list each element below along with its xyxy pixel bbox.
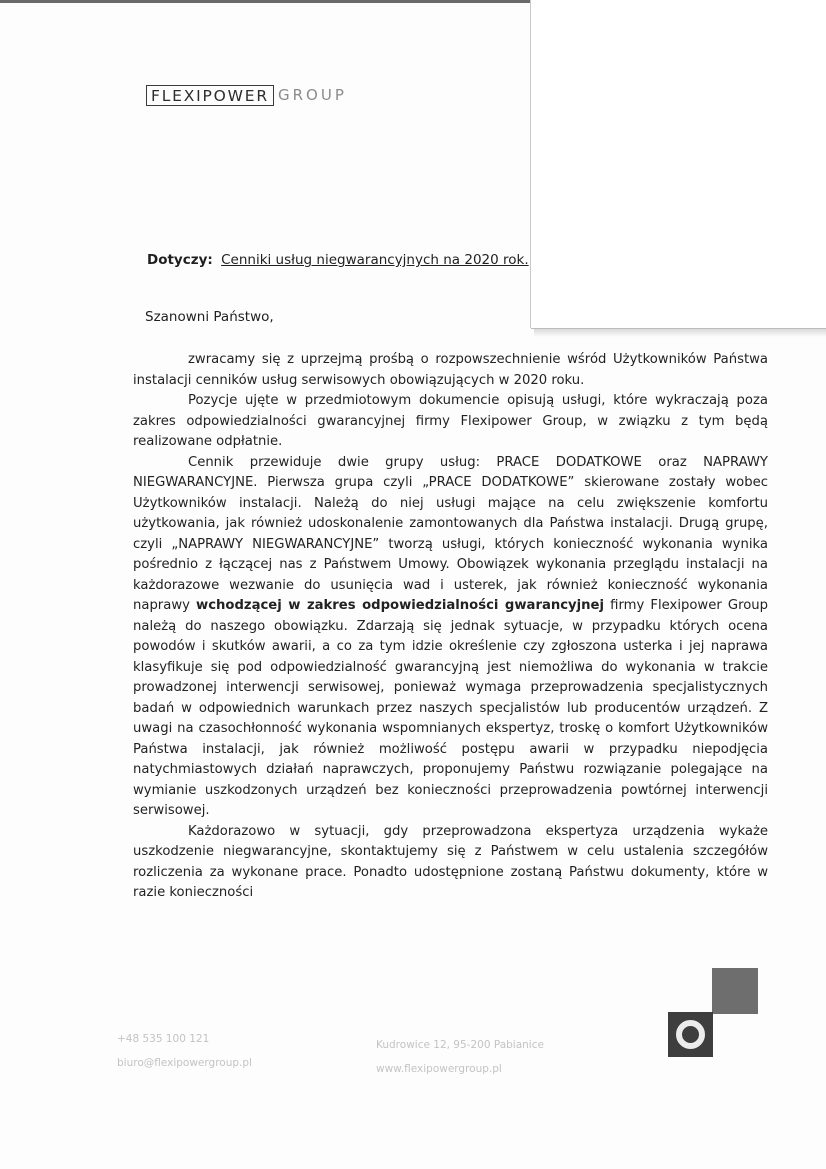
paragraph-3-part-b: firmy Flexipower Group należą do naszego obowiązku. Zdarzają się jednak sytuacje, w przypadku których ocena powodów i skutków awarii, a co za tym idzie określenie czy zgłoszona usterka i jej naprawa klasyfikuje się pod odpowiedzialność gwarancyjną jest niemożliwa do wykonania w trakcie prowadzonej interwencji serwisowej, ponieważ wymaga przeprowadzenia specjalistycznych badań w odpowiednich warunkach przez naszych specjalistów lub producentów urządzeń. Z uwagi na czasochłonność wykonania wspomnianych ekspertyz, troskę o komfort Użytkowników Państwa instalacji, jak również możliwość postępu awarii w przypadku niepodjęcia natychmiastowych działań naprawczych, proponujemy Państwu rozwiązanie polegające na wymianie uszkodzonych urządzeń bez konieczności przeprowadzenia powtórnej interwencji serwisowej.	[133, 598, 768, 818]
overlapping-sheet-shadow	[534, 329, 826, 337]
subject-label: Dotyczy:	[147, 252, 213, 268]
letter-body	[133, 350, 768, 904]
overlapping-blank-sheet	[531, 0, 826, 329]
paragraph-1: zwracamy się z uprzejmą prośbą o rozpowszechnienie wśród Użytkowników Państwa instalacji cenników usług serwisowych obowiązujących w 2020 roku.	[133, 352, 768, 388]
paragraph-3-part-a: Cennik przewiduje dwie grupy usług: PRACE DODATKOWE oraz NAPRAWY NIEGWARANCYJNE. Pierwsza grupa czyli „PRACE DODATKOWE” skierowane zostały wobec Użytkowników instalacji. Należą do niej usługi mające na celu zwiększenie komfortu użytkowania, jak również udoskonalenie zamontowanych dla Państwa instalacji. Drugą grupę, czyli „NAPRAWY NIEGWARANCYJNE” tworzą usługi, których konieczność wykonania wynika pośrednio z łączącej nas z Państwem Umowy. Obowiązek wykonania przeglądu instalacji na każdorazowe wezwanie do usunięcia wad i usterek, jak również konieczność wykonania naprawy	[133, 454, 768, 613]
paragraph-3	[133, 453, 768, 822]
paragraph-2: Pozycje ujęte w przedmiotowym dokumencie opisują usługi, które wykraczają poza zakres odpowiedzialności gwarancyjnej firmy Flexipower Group, w związku z tym będą realizowane odpłatnie.	[133, 393, 768, 449]
brand-mark-ring-icon	[676, 1020, 705, 1049]
footer-address: Kudrowice 12, 95-200 Pabianice	[376, 1039, 544, 1051]
company-logo	[146, 82, 347, 108]
paragraph-4: Każdorazowo w sytuacji, gdy przeprowadzona ekspertyza urządzenia wykaże uszkodzenie niegwarancyjne, skontaktujemy się z Państwem w celu ustalenia szczegółów rozliczenia za wykonane prace. Ponadto udostępnione zostaną Państwu dokumenty, które w razie konieczności	[133, 823, 768, 900]
subject-text: Cenniki usług niegwarancyjnych na 2020 rok.	[221, 252, 529, 268]
footer-phone: +48 535 100 121	[117, 1033, 210, 1045]
brand-mark-square-top	[712, 968, 758, 1014]
paragraph-3-bold: wchodzącej w zakres odpowiedzialności gwarancyjnej	[196, 598, 605, 613]
subject-line	[147, 252, 529, 268]
logo-brand: FLEXIPOWER	[146, 85, 274, 106]
salutation: Szanowni Państwo,	[145, 309, 274, 325]
footer-website: www.flexipowergroup.pl	[376, 1063, 502, 1075]
footer-email: biuro@flexipowergroup.pl	[117, 1057, 252, 1069]
logo-suffix: GROUP	[277, 86, 347, 104]
